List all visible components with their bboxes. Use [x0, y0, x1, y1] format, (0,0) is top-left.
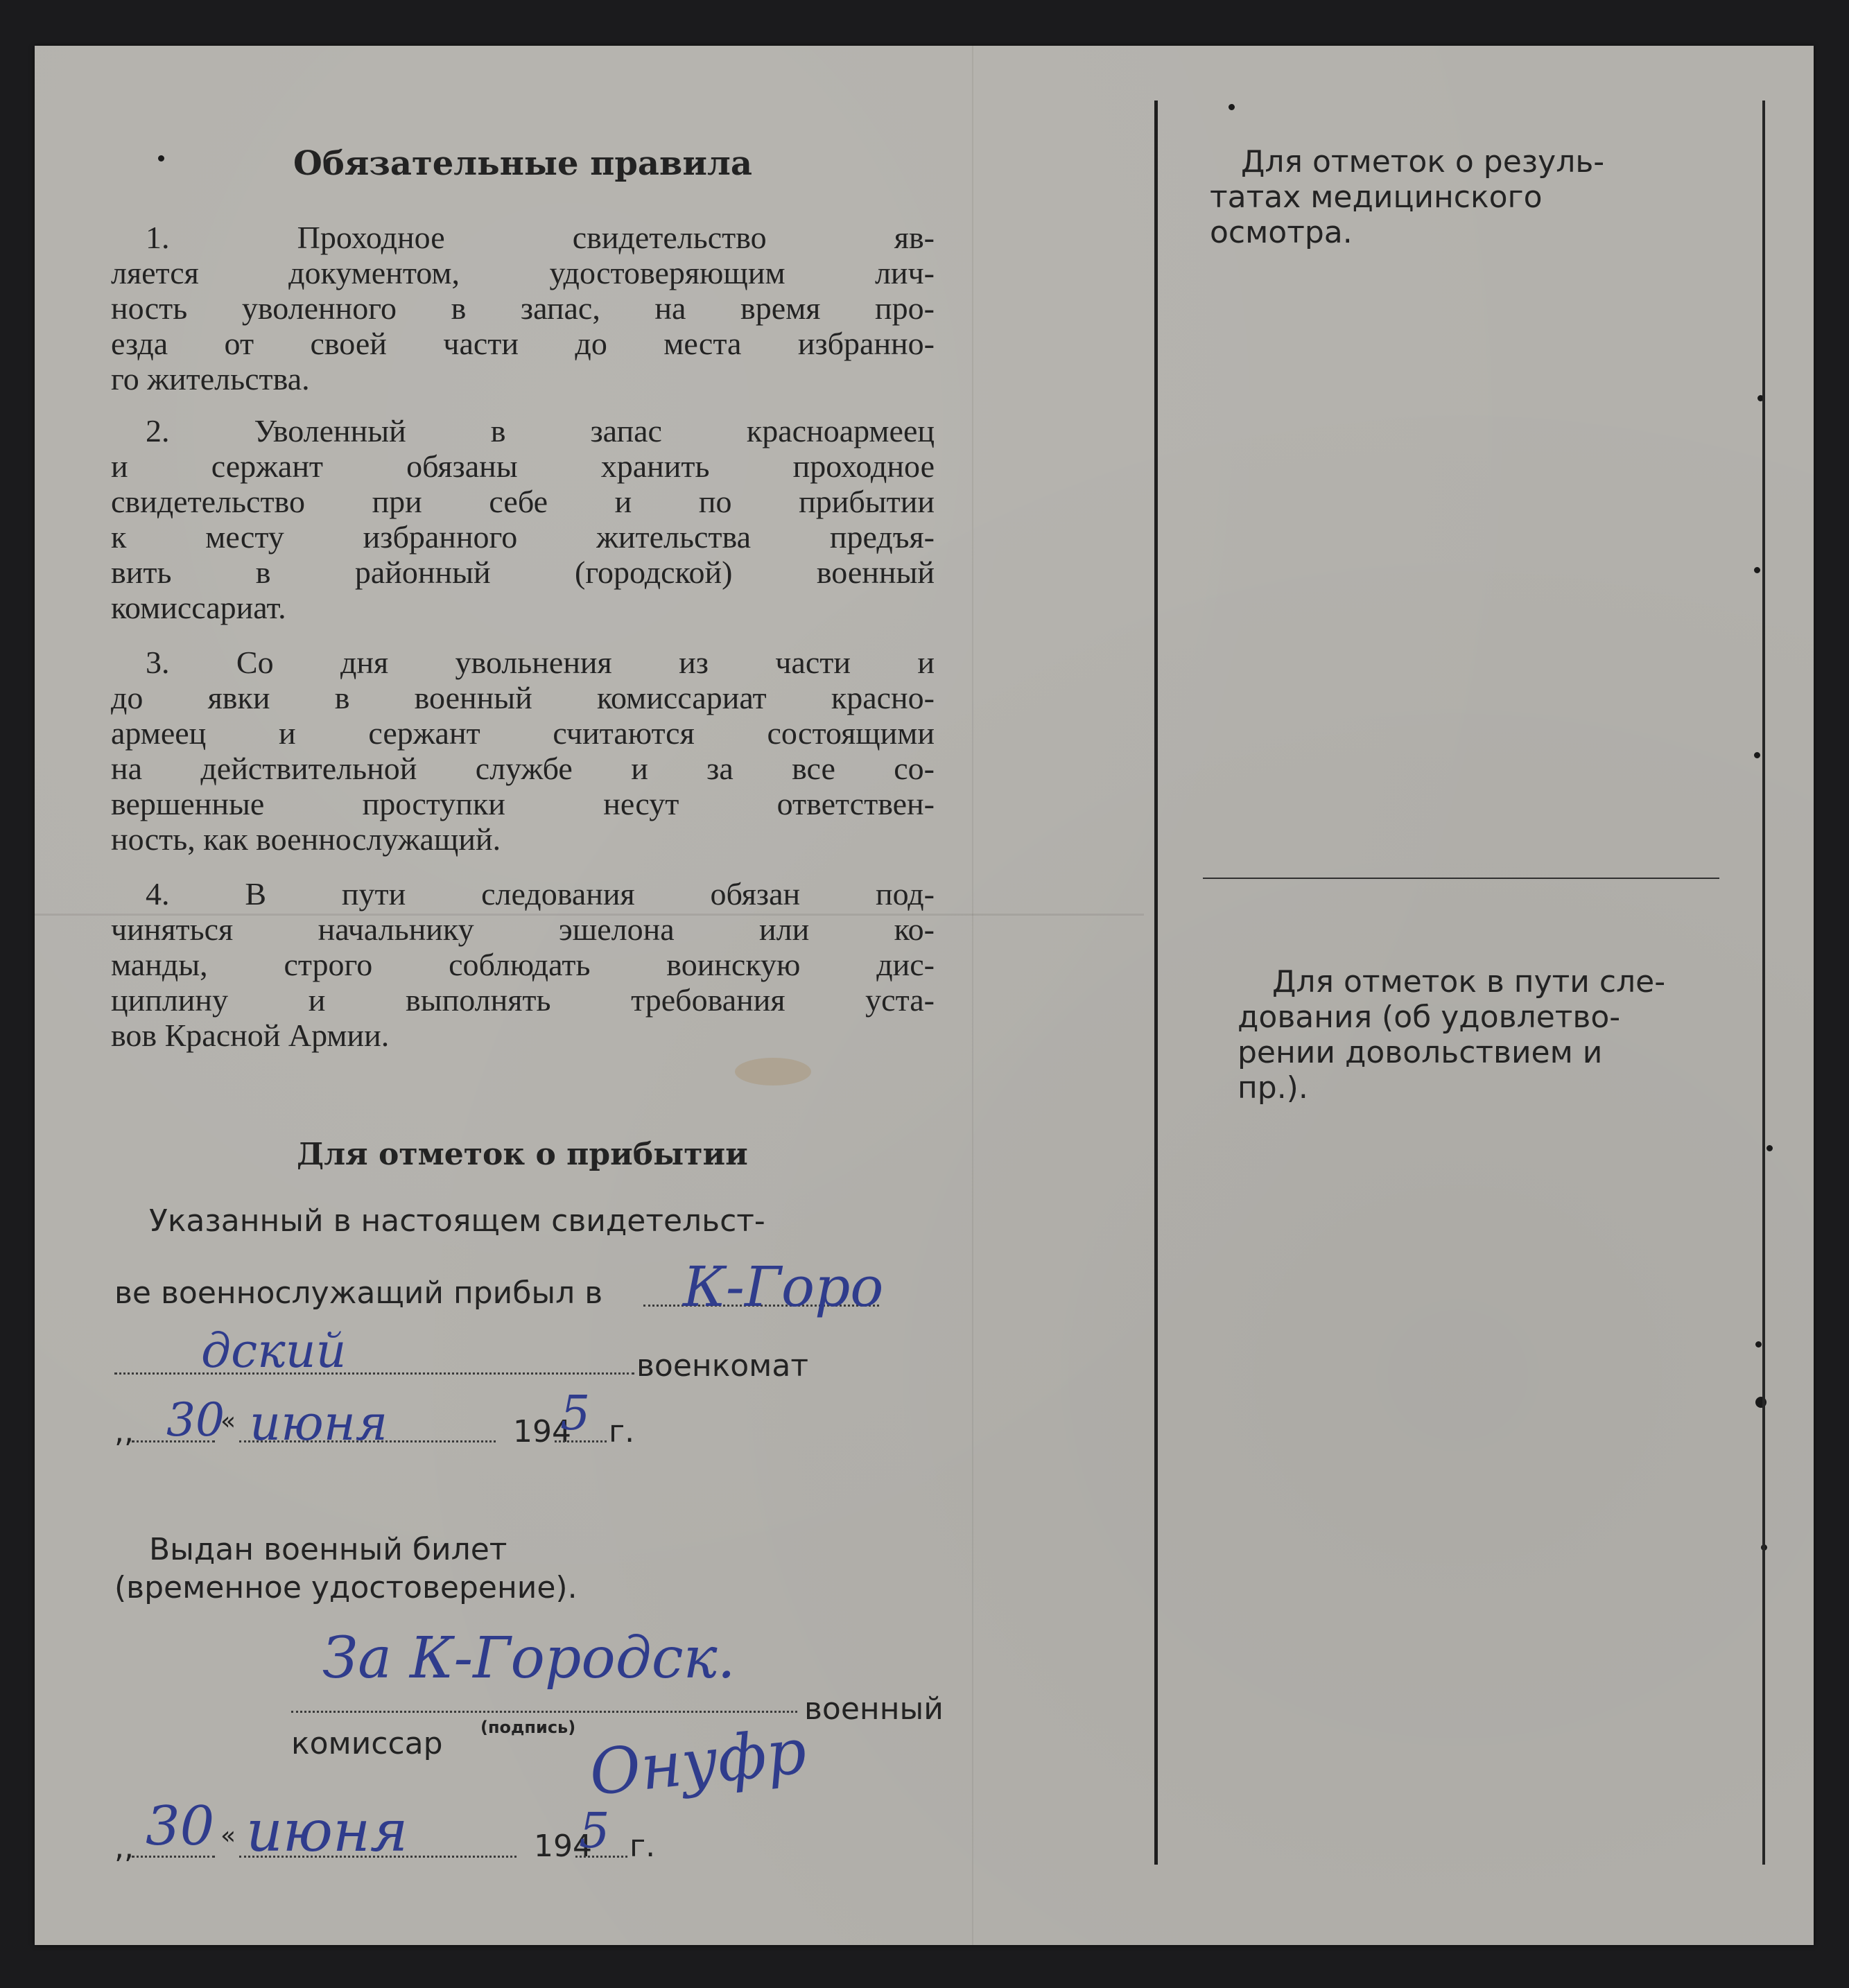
date2-year-suffix: г. — [630, 1829, 656, 1864]
date2-open-quote: ,, — [114, 1830, 134, 1865]
column-divider-right — [1762, 101, 1765, 1865]
issued-line-2: (временное удостоверение). — [114, 1570, 578, 1605]
handwritten-year-digit: 5 — [560, 1386, 591, 1441]
commissar-word: комиссар — [291, 1726, 443, 1761]
rule-line: ляется документом, удостоверяющим лич- — [111, 255, 935, 290]
issued-line-1: Выдан военный билет — [149, 1532, 507, 1567]
rule-line: 3. Со дня увольнения из части и — [146, 645, 935, 680]
handwritten-place: К-Горо — [683, 1255, 884, 1319]
rule-line: ность уволенного в запас, на время про- — [111, 290, 935, 326]
handwritten-year-digit-2: 5 — [579, 1802, 610, 1859]
rule-line: армеец и сержант считаются состоящими — [111, 715, 935, 751]
rule-line: на действительной службе и за все со- — [111, 751, 935, 786]
fold-crease-vertical — [972, 46, 973, 1945]
medical-line: татах медицинского — [1210, 180, 1543, 215]
route-line: Для отметок в пути сле- — [1272, 964, 1666, 1000]
route-line: рении довольствием и — [1238, 1035, 1603, 1070]
rule-line: вов Красной Армии. — [111, 1018, 390, 1053]
route-line: пр.). — [1238, 1070, 1308, 1106]
rule-line: 4. В пути следования обязан под- — [146, 876, 935, 912]
route-line: дования (об удовлетво- — [1238, 1000, 1621, 1035]
rule-line: 2. Уволенный в запас красноармеец — [146, 413, 935, 448]
rule-line: чиняться начальнику эшелона или ко- — [111, 912, 935, 947]
rule-line: к месту избранного жительства предъя- — [111, 519, 935, 555]
rule-line: до явки в военный комиссариат красно- — [111, 680, 935, 715]
date2-year-field — [575, 1856, 627, 1858]
medical-line: осмотра. — [1210, 215, 1353, 250]
date2-close-quote: « — [220, 1822, 236, 1850]
ink-dot — [1229, 104, 1235, 110]
commissar-suffix: военный — [804, 1691, 944, 1727]
arrival-line-2: ве военнослужащий прибыл в — [114, 1275, 603, 1311]
medical-line: Для отметок о резуль- — [1241, 144, 1605, 180]
section-separator-rule — [1203, 878, 1719, 879]
rule-line: комиссариат. — [111, 590, 286, 625]
paper-stain — [735, 1058, 811, 1085]
handwritten-month: июня — [250, 1395, 388, 1451]
handwritten-month-2: июня — [246, 1799, 408, 1865]
arrival-year-field — [555, 1440, 607, 1442]
handwritten-for-commissar: За К-Городск. — [322, 1625, 736, 1691]
column-divider-left — [1154, 101, 1158, 1865]
arrival-line-1: Указанный в настоящем свидетельст- — [149, 1203, 765, 1239]
arrival-year-suffix: г. — [609, 1414, 635, 1449]
route-notes-section — [1238, 964, 1757, 1106]
rules-title: Обязательные правила — [293, 144, 752, 183]
signature-label: (подпись) — [480, 1718, 576, 1737]
rule-line: циплину и выполнять требования уста- — [111, 982, 935, 1018]
ink-dot — [1754, 567, 1760, 573]
ink-dot — [1754, 752, 1760, 758]
handwritten-day-2: 30 — [146, 1795, 215, 1858]
arrival-district-field — [114, 1372, 634, 1375]
rule-line: ность, как военнослужащий. — [111, 821, 501, 857]
arrival-date-close-quote: « — [220, 1407, 236, 1436]
ink-dot — [158, 155, 164, 162]
commissar-field — [291, 1711, 797, 1713]
handwritten-district: дский — [201, 1324, 347, 1379]
rule-line: и сержант обязаны хранить проходное — [111, 448, 935, 484]
arrival-line-3: военкомат — [636, 1348, 808, 1384]
rule-line: езда от своей части до места избранно- — [111, 326, 935, 361]
date2-year-prefix: 194 — [534, 1829, 592, 1864]
handwritten-signature: Онуфр — [586, 1714, 810, 1811]
arrival-title: Для отметок о прибытии — [297, 1137, 748, 1172]
rule-line: свидетельство при себе и по прибытии — [111, 484, 935, 519]
ink-dot — [1766, 1145, 1773, 1151]
ink-dot — [1755, 1341, 1762, 1348]
rule-line: 1. Проходное свидетельство яв- — [146, 220, 935, 255]
medical-notes-section — [1210, 144, 1740, 250]
arrival-date-open-quote: ,, — [114, 1414, 134, 1449]
rule-line: вить в районный (городской) военный — [111, 555, 935, 590]
rule-line: го жительства. — [111, 361, 310, 396]
rule-line: манды, строго соблюдать воинскую дис- — [111, 947, 935, 982]
arrival-year-prefix: 194 — [513, 1414, 571, 1449]
handwritten-day: 30 — [166, 1393, 225, 1447]
rule-line: вершенные проступки несут ответствен- — [111, 786, 935, 821]
